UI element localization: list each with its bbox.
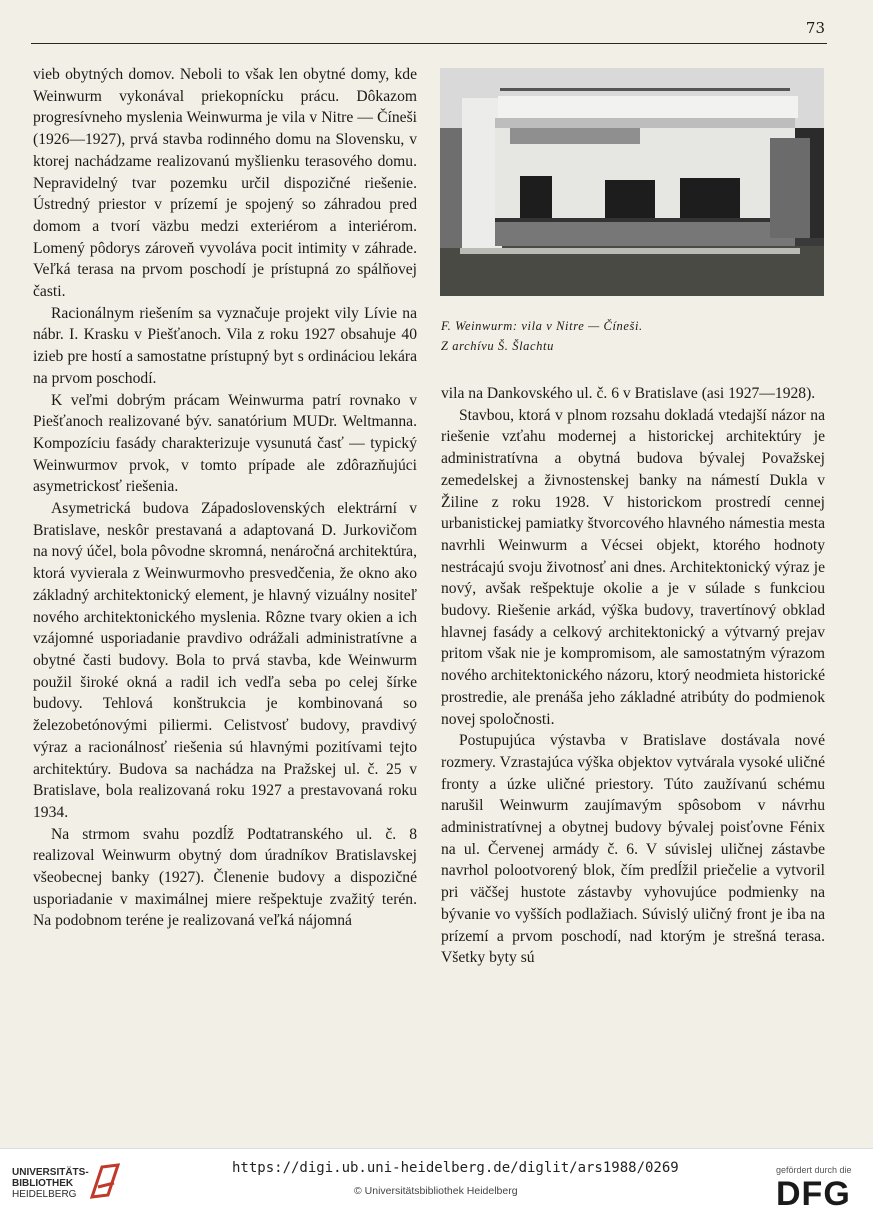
paragraph: Stavbou, ktorá v plnom rozsahu dokladá vtedajší názor na riešenie vzťahu modernej a historickej architektúry je administratívna a obytná budova bývalej Považskej zemedelskej a živnostenskej banky na námestí Dukla v Žiline z roku 1928. V historickom prostredí cennej urbanistickej pamiatky štvorcového hlavného námestia mesta navrhli Weinwurm a Vécsei objekt, ktorého hodnoty nestrácajú svoju životnosť ani dnes. Architektonický výraz je nový, avšak rešpektuje okolie a je v súlade s funkciou budovy. Riešenie arkád, výška budovy, travertínový obklad hlavnej fasády a celkový architektonický a výtvarný prejav pritom však nie je kompromisom, ale samostatným výrazom nového architektonického názoru, ktorý neodmieta historické prostredie, ale prenáša jeho základné atribúty do podmienok novej spoločnosti. (441, 406, 825, 728)
paragraph: vieb obytných domov. Neboli to však len obytné domy, kde Weinwurm vykonával priekopnícku prácu. Dôkazom progresívneho myslenia Weinwurma je vila v Nitre — Číneši (1926—1927), prvá stavba rodinného domu na Slovensku, v ktorej nachádzame realizovanú myšlienku terasového domu. Nepravidelný tvar pozemku určil dispozičné riešenie. Ústredný priestor v prízemí je spojený so záhradou pred domom a tvorí väzbu medzi exteriérom a interiérom. Lomený pôdorys zároveň vyvoláva pocit intimity v záhrade. Veľká terasa na prvom poschodí je prístupná zo spálňovej časti. (33, 66, 417, 301)
funder-note: gefördert durch die (776, 1165, 852, 1175)
library-name-line: UNIVERSITÄTS- (12, 1167, 89, 1178)
left-text-column (33, 64, 417, 932)
page-number: 73 (805, 19, 825, 37)
permalink-url[interactable]: https://digi.ub.uni-heidelberg.de/diglit/ars1988/0269 (232, 1160, 679, 1176)
right-text-column (441, 383, 825, 969)
paragraph: Asymetrická budova Západoslovenských elektrární v Bratislave, neskôr prestavaná a adaptovaná D. Jurkovičom na nový účel, bola pôvodne skromná, nenáročná architektúra, ktorá vyvierala z Weinwurmovho presvedčenia, že okno ako základný architektonický element, je hlavný vizuálny nositeľ nového architektonického myslenia. Rôzne tvary okien a ich vzájomné usporiadanie pravdivo odrážali administratívne a obytné časti budovy. Bola to prvá stavba, kde Weinwurm použil široké okná a radil ich vedľa seba po celej šírke budovy. Tehlová konštrukcia je kombinovaná so železobetónovými piliermi. Celistvosť budovy, pravdivý výraz a racionálnosť riešenia sú hlavnými pozitívami tejto architektúry. Budova sa nachádza na Pražskej ul. č. 25 v Bratislave, bola realizovaná roku 1927 a prestavovaná roku 1934. (33, 500, 417, 821)
photo-caption (441, 316, 825, 356)
paragraph: vila na Dankovského ul. č. 6 v Bratislave (asi 1927—1928). (441, 385, 816, 402)
paragraph: K veľmi dobrým prácam Weinwurma patrí rovnako v Piešťanoch realizované býv. sanatórium MUDr. Weltmanna. Kompozíciu fasády charakterizuje vysunutá časť — typický Weinwurmov prvok, v tomto prípade ale zdôrazňujúci asymetrickosť riešenia. (33, 391, 417, 496)
copyright-notice: © Universitätsbibliothek Heidelberg (354, 1185, 518, 1197)
caption-line: Z archívu Š. Šlachtu (441, 339, 554, 353)
header-rule (31, 43, 827, 44)
library-logo-icon (88, 1161, 122, 1205)
paragraph: Na strmom svahu pozdĺž Podtatranského ul. č. 8 realizoval Weinwurm obytný dom úradníkov Bratislavskej všeobecnej banky (1927). Členenie budovy a dispozičné usporiadanie v maximálnej miere rešpektuje zvažitý terén. Na podobnom teréne je realizovaná veľká nájomná (33, 825, 417, 930)
library-name-line: HEIDELBERG (12, 1189, 77, 1200)
library-name-line: BIBLIOTHEK (12, 1178, 74, 1189)
dfg-logo: DFG (776, 1175, 851, 1213)
villa-photo (440, 68, 824, 296)
library-name (12, 1167, 89, 1200)
viewer-footer (0, 1148, 873, 1220)
paragraph: Postupujúca výstavba v Bratislave dostávala nové rozmery. Vzrastajúca výška objektov vytvárala vysoké uličné fronty a úzke uličné priestory. Túto zaužívanú schému narušil Weinwurm zaujímavým spôsobom v návrhu administratívnej a obytnej budovy bývalej poisťovne Fénix na ul. Červenej armády č. 6. V súvislej uličnej zástavbe navrhol polootvorený blok, čím predĺžil priečelie a vytvoril pri väčšej hustote zástavby vyhovujúce podmienky na bývanie vo vyšších podlažiach. Súvislý uličný front je iba na prízemí a prvom poschodí, nad ktorým je strešná terasa. Všetky byty sú (441, 732, 825, 967)
paragraph: Racionálnym riešením sa vyznačuje projekt vily Lívie na nábr. I. Krasku v Piešťanoch. Vila z roku 1927 obsahuje 40 izieb pre hostí a samostatne prístupný byt s ordináciou lekára na prvom poschodí. (33, 304, 417, 387)
caption-line: F. Weinwurm: vila v Nitre — Číneši. (441, 319, 643, 333)
